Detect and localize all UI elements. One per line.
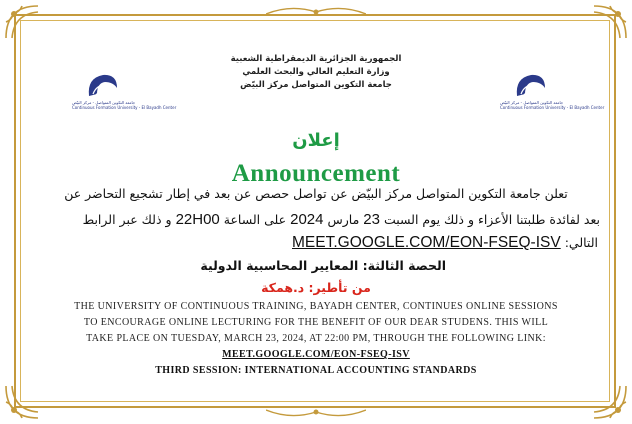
session-year: 2024 [290,211,324,228]
link-label-ar: التالي: [564,235,598,250]
body-ar-text: مارس [327,212,360,227]
session-time: 22H00 [175,211,220,228]
corner-ornament-icon [2,2,42,42]
logo-caption-ar: جامعة التكوين المتواصل - مركز البيّض [500,100,564,105]
corner-ornament-icon [590,382,630,422]
corner-ornament-icon [590,2,630,42]
body-ar-text: على الساعة [223,212,287,227]
university-logo-left [72,70,177,110]
meeting-link-en[interactable]: MEET.GOOGLE.COM/EON-FSEQ-ISV [222,349,410,360]
title-english: Announcement [231,160,401,187]
header-university: جامعة التكوين المتواصل مركز البيّض [240,80,392,90]
header-republic: الجمهورية الجزائرية الديمقراطية الشعبية [230,54,402,64]
session-title-en: THIRD SESSION: INTERNATIONAL ACCOUNTING STANDARDS [155,365,477,376]
body-ar-line-2 [32,211,600,228]
bottom-flourish-icon [266,406,366,420]
body-en-line-2: TO ENCOURAGE ONLINE LECTURING FOR THE BENEFIT OF OUR DEAR STUDENS. THIS WILL [83,317,549,328]
session-day: 23 [363,211,380,228]
body-ar-line-1: تعلن جامعة التكوين المتواصل مركز البيّض عن تواصل حصص عن بعد في إطار تشجيع التحاضر عن [64,186,568,201]
university-logo-icon [511,70,551,100]
meeting-link-ar[interactable]: MEET.GOOGLE.COM/EON-FSEQ-ISV [292,234,561,251]
body-en-line-1: THE UNIVERSITY OF CONTINUOUS TRAINING, BAYADH CENTER, CONTINUES ONLINE SESSIONS [74,301,558,312]
institution-header [200,53,432,92]
body-ar-text: و ذلك عبر الرابط [82,212,172,227]
corner-ornament-icon [2,382,42,422]
presenter-ar: من تأطير: د.همكة [261,280,371,295]
university-logo-icon [83,70,123,100]
body-ar-text: بعد لفائدة طلبتنا الأعزاء و ذلك يوم السبت [383,212,600,227]
university-logo-right [500,70,605,110]
top-flourish-icon [266,4,366,18]
body-en-line-3: TAKE PLACE ON TUESDAY, MARCH 23, 2024, AT 22:00 PM, THROUGH THE FOLLOWING LINK: [86,333,546,344]
logo-caption-en: Continuous Formation University - El Bayadh Center [500,105,605,110]
logo-caption-ar: جامعة التكوين المتواصل - مركز البيّض [72,100,136,105]
header-ministry: وزارة التعليم العالي والبحث العلمي [242,67,390,77]
title-arabic: إعلان [292,130,340,151]
logo-caption-en: Continuous Formation University - El Bayadh Center [72,105,177,110]
session-title-ar: الحصة الثالثة: المعايير المحاسبية الدولية [200,258,446,273]
body-ar-line-3 [32,234,600,252]
